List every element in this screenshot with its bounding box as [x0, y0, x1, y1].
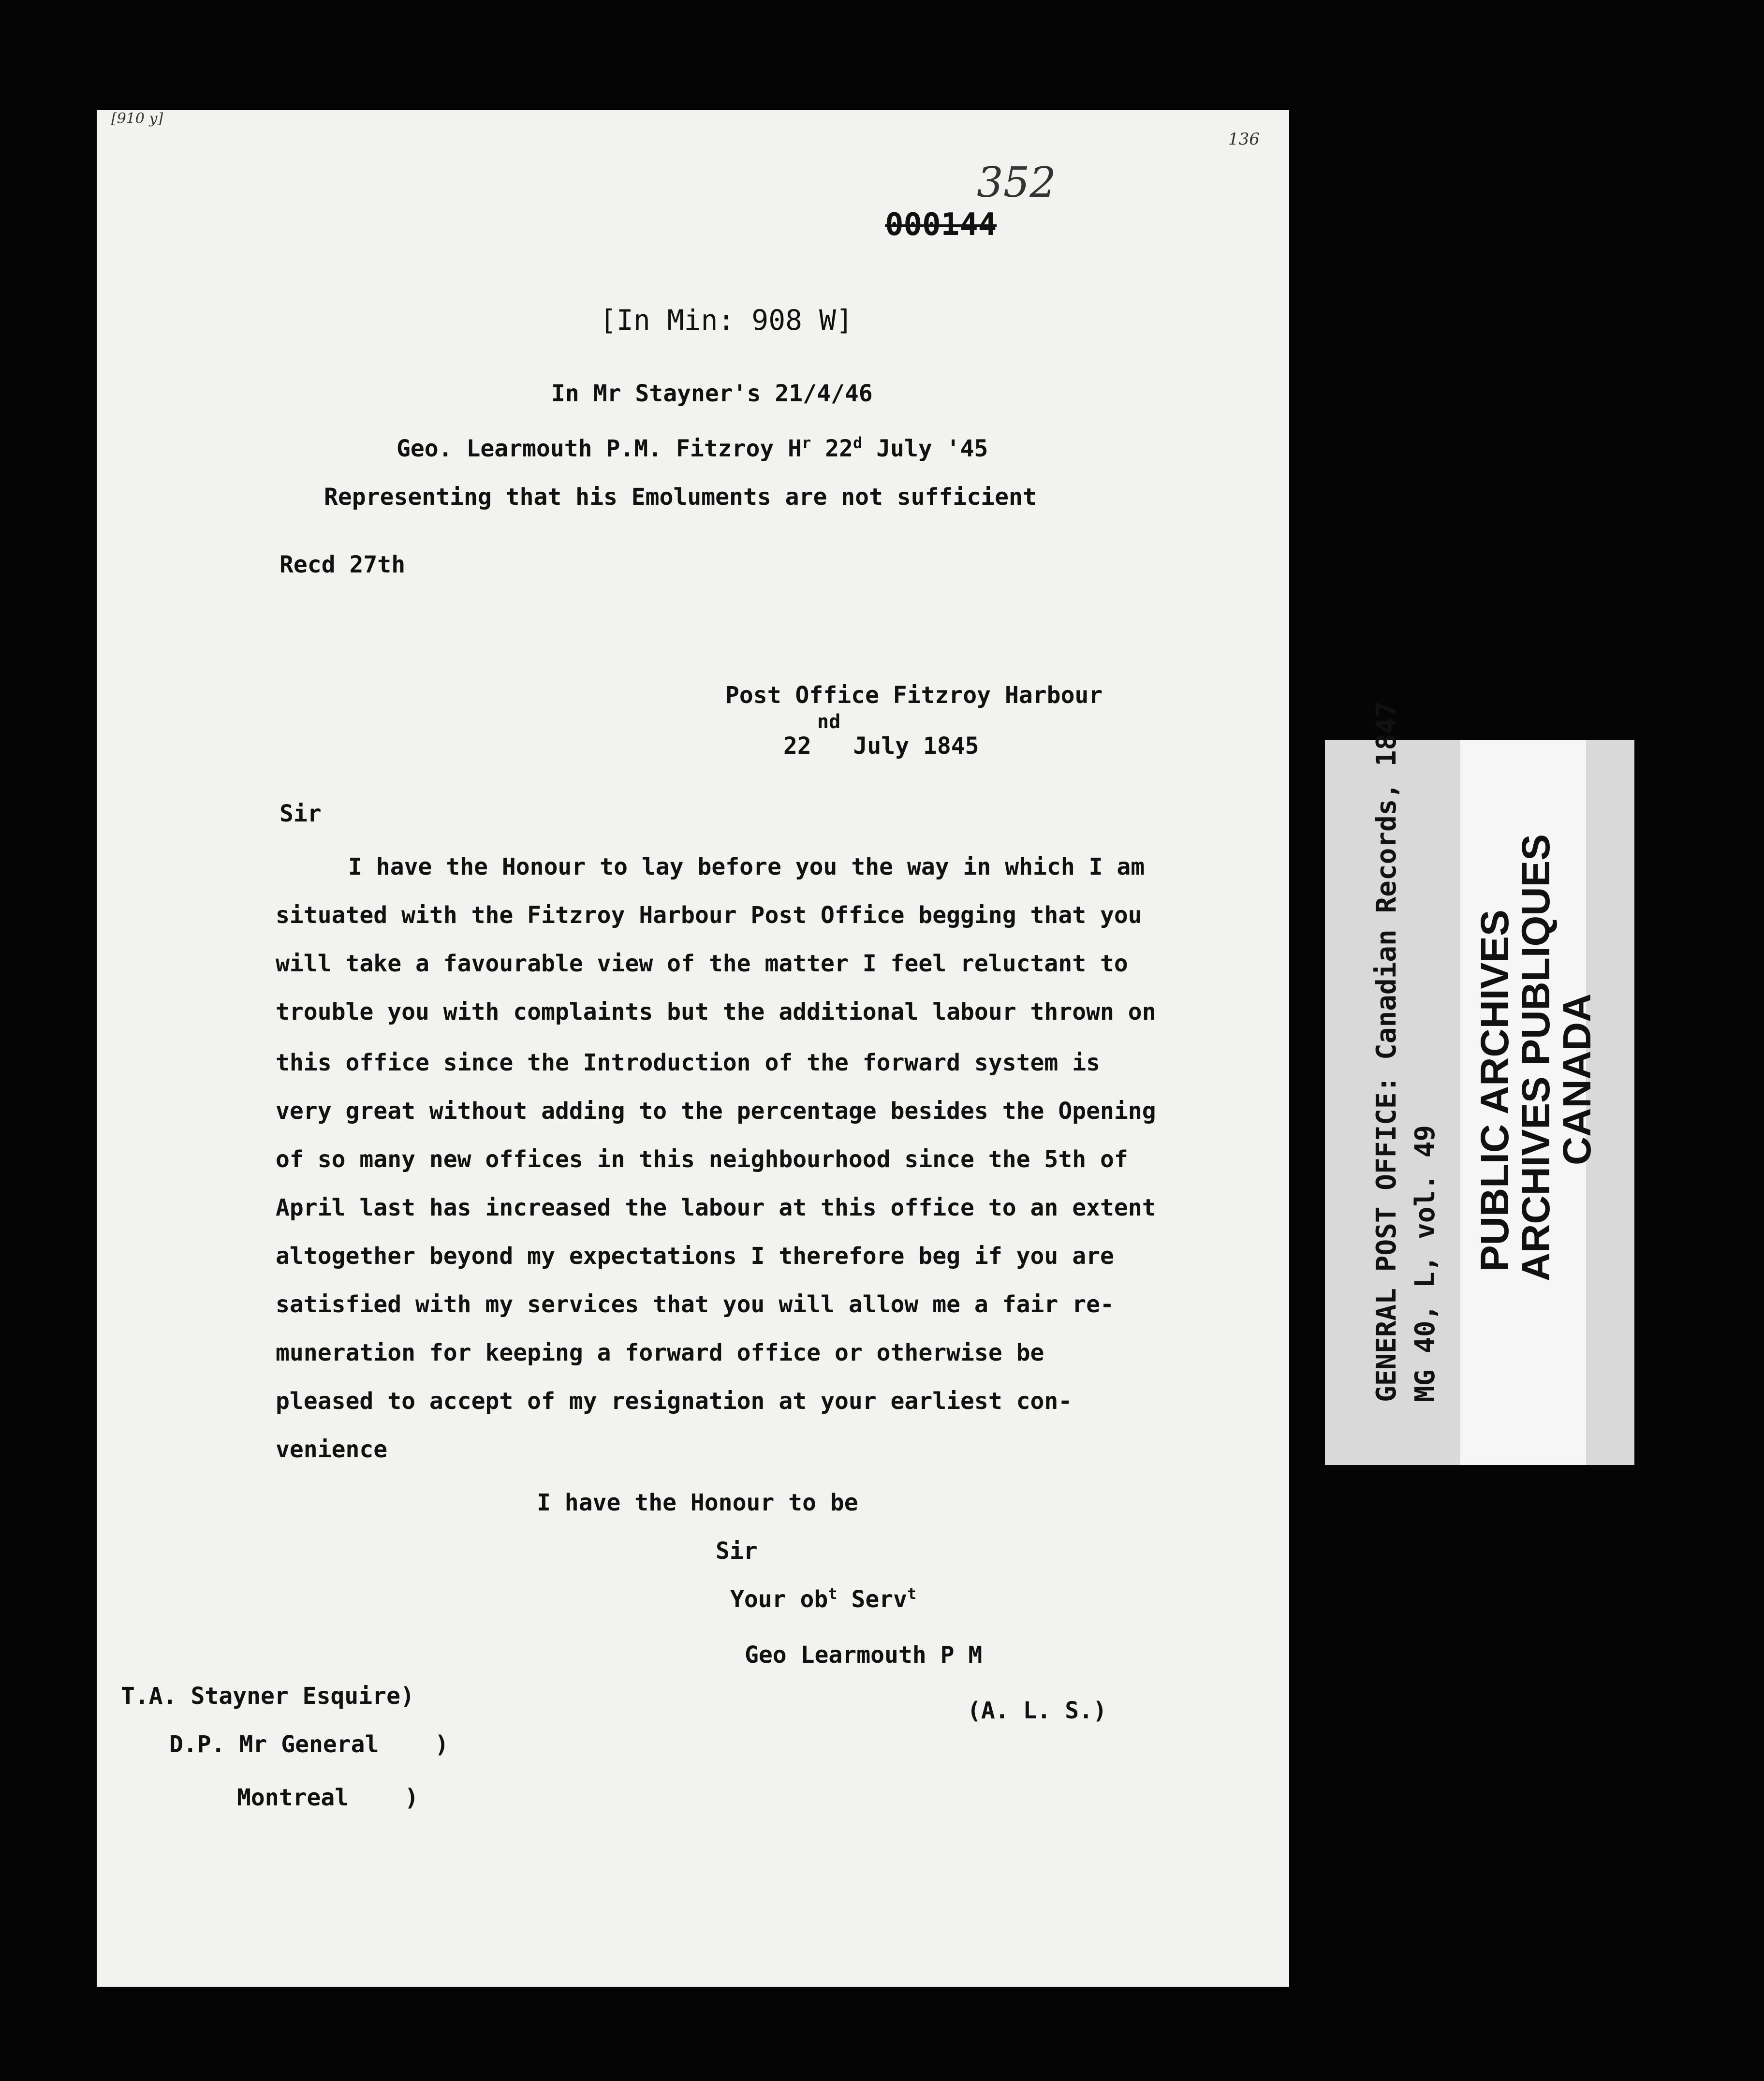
closing-sup-1: t	[828, 1584, 838, 1603]
body-line: venience	[276, 1436, 388, 1463]
letter-date: 22 July 1845	[783, 733, 979, 760]
body-line: muneration for keeping a forward office or otherwise be	[276, 1339, 1044, 1366]
docket-line-1: In Mr Stayner's 21/4/46	[551, 380, 873, 407]
closing-line-3	[730, 1586, 916, 1613]
recipient-line: Montreal )	[237, 1784, 419, 1811]
margin-note-right: 136	[1228, 130, 1260, 149]
minute-reference: [In Min: 908 W]	[600, 304, 853, 337]
old-folio-number: 000144	[885, 207, 997, 243]
closing-3b: Serv	[837, 1586, 908, 1613]
closing-sup-2: t	[907, 1584, 917, 1603]
docket-line-2-main: Geo. Learmouth P.M. Fitzroy H	[397, 435, 802, 462]
archive-label-line-2: MG 40, L, vol. 49	[1410, 1125, 1441, 1402]
body-line: of so many new offices in this neighbourhood since the 5th of	[276, 1146, 1128, 1173]
signature: Geo Learmouth P M	[745, 1641, 983, 1669]
received-note: Recd 27th	[279, 551, 406, 578]
docket-line-3: Representing that his Emoluments are not sufficient	[324, 484, 1037, 511]
archive-label	[1325, 701, 1634, 1465]
date-superscript: nd	[817, 711, 841, 733]
body-line: pleased to accept of my resignation at your earliest con-	[276, 1388, 1073, 1415]
recipient-line: D.P. Mr General )	[169, 1731, 449, 1758]
docket-line-2-mid: 22	[811, 435, 853, 462]
docket-line-2	[397, 435, 988, 462]
body-line: this office since the Introduction of the forward system is	[276, 1049, 1101, 1076]
letter-address: Post Office Fitzroy Harbour	[725, 682, 1103, 709]
body-line: April last has increased the labour at this office to an extent	[276, 1194, 1156, 1221]
archive-stamp-line-3: CANADA	[1555, 993, 1599, 1165]
docket-sup-1: r	[802, 434, 811, 452]
body-line: altogether beyond my expectations I therefore beg if you are	[276, 1243, 1114, 1270]
closing-line-1: I have the Honour to be	[537, 1489, 858, 1516]
closing-line-2: Sir	[716, 1538, 758, 1565]
archive-label-line-1: GENERAL POST OFFICE: Canadian Records, 1847	[1371, 701, 1402, 1402]
docket-line-2-end: July '45	[862, 435, 988, 462]
body-line: very great without adding to the percentage besides the Opening	[276, 1098, 1156, 1125]
archive-stamp-line-2: ARCHIVES PUBLIQUES	[1514, 834, 1558, 1281]
closing-3a: Your ob	[730, 1586, 828, 1613]
recipient-line: T.A. Stayner Esquire)	[121, 1683, 414, 1710]
margin-note-left: [910 y]	[111, 110, 163, 127]
archive-stamp-line-1: PUBLIC ARCHIVES	[1473, 909, 1517, 1272]
folio-number: 352	[977, 159, 1057, 207]
body-line: will take a favourable view of the matter I feel reluctant to	[276, 950, 1128, 977]
salutation: Sir	[279, 800, 322, 827]
body-line: trouble you with complaints but the additional labour thrown on	[276, 998, 1156, 1026]
body-line: satisfied with my services that you will allow me a fair re-	[276, 1291, 1114, 1318]
body-line: I have the Honour to lay before you the way in which I am	[348, 853, 1145, 880]
als-note: (A. L. S.)	[967, 1697, 1107, 1724]
body-line: situated with the Fitzroy Harbour Post Office begging that you	[276, 902, 1142, 929]
docket-sup-2: d	[853, 434, 863, 452]
